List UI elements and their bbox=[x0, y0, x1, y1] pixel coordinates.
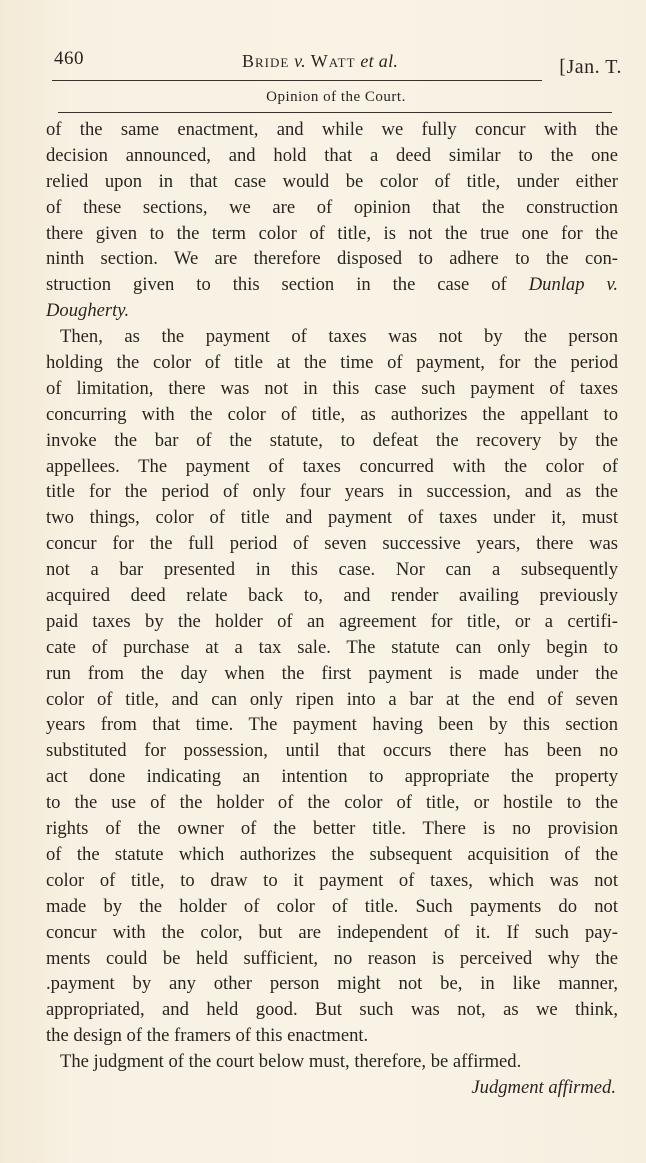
text-line: color of title, to draw to it payment of taxes, which was not bbox=[46, 869, 618, 891]
text-line: cate of purchase at a tax sale. The statute can only begin to bbox=[46, 636, 618, 658]
case-citation-continued: Dougherty. bbox=[46, 300, 130, 322]
text-line: relied upon in that case would be color of title, under either bbox=[46, 170, 618, 192]
text-line: ninth section. We are therefore disposed to adhere to the con- bbox=[46, 248, 618, 270]
running-title-versus: v. bbox=[294, 51, 306, 71]
text-line: rights of the owner of the better title. There is no provision bbox=[46, 818, 618, 840]
text-line-segment: struction given to this section in the case of bbox=[46, 274, 507, 296]
text-line: to the use of the holder of the color of title, or hostile to the bbox=[46, 792, 618, 814]
court-term: [Jan. T. bbox=[559, 56, 622, 78]
running-title bbox=[242, 51, 398, 72]
judgment-affirmed: Judgment affirmed. bbox=[471, 1076, 616, 1098]
paragraph-start-line: Then, as the payment of taxes was not by the person bbox=[60, 326, 618, 348]
text-line: concur with the color, but are independent of it. If such pay- bbox=[46, 921, 618, 943]
running-title-party-2: Watt bbox=[310, 51, 356, 71]
opinion-text bbox=[46, 117, 618, 1101]
text-line: decision announced, and hold that a deed similar to the one bbox=[46, 144, 618, 166]
text-line: .payment by any other person might not be, in like manner, bbox=[46, 973, 618, 995]
text-line: act done indicating an intention to appropriate the property bbox=[46, 766, 618, 788]
text-line: color of title, and can only ripen into a bar at the end of seven bbox=[46, 688, 618, 710]
case-citation: Dunlap v. bbox=[528, 274, 618, 296]
text-line: title for the period of only four years in succession, and as the bbox=[46, 481, 618, 503]
text-line: acquired deed relate back to, and render availing previously bbox=[46, 585, 618, 607]
page-number: 460 bbox=[54, 48, 84, 69]
text-line-with-citation bbox=[46, 272, 618, 298]
text-line: appellees. The payment of taxes concurred with the color of bbox=[46, 455, 618, 477]
text-line: concurring with the color of title, as authorizes the appellant to bbox=[46, 403, 618, 425]
running-title-party-1: Bride bbox=[242, 51, 290, 71]
paragraph-end-line: the design of the framers of this enactment. bbox=[46, 1025, 369, 1047]
text-line: concur for the full period of seven successive years, there was bbox=[46, 533, 618, 555]
text-line: of the statute which authorizes the subsequent acquisition of the bbox=[46, 843, 618, 865]
text-line: not a bar presented in this case. Nor can a subsequently bbox=[46, 559, 618, 581]
text-line: of limitation, there was not in this case such payment of taxes bbox=[46, 377, 618, 399]
page-header bbox=[44, 48, 624, 88]
running-title-et-al: et al. bbox=[360, 51, 399, 71]
section-subheading bbox=[0, 89, 646, 106]
judgment-line: The judgment of the court below must, therefore, be affirmed. bbox=[60, 1051, 522, 1073]
text-line: holding the color of title at the time of payment, for the period bbox=[46, 352, 618, 374]
text-line: invoke the bar of the statute, to defeat the recovery by the bbox=[46, 429, 618, 451]
text-line: run from the day when the first payment is made under the bbox=[46, 662, 618, 684]
text-line: appropriated, and held good. But such was not, as we think, bbox=[46, 999, 618, 1021]
text-line: there given to the term color of title, is not the true one for the bbox=[46, 222, 618, 244]
subheading-rule bbox=[58, 112, 612, 113]
header-rule bbox=[52, 80, 542, 81]
text-line: paid taxes by the holder of an agreement for title, or a certifi- bbox=[46, 610, 618, 632]
text-line: two things, color of title and payment of taxes under it, must bbox=[46, 507, 618, 529]
text-line: of these sections, we are of opinion that the construction bbox=[46, 196, 618, 218]
text-line: years from that time. The payment having been by this section bbox=[46, 714, 618, 736]
text-line: substituted for possession, until that occurs there has been no bbox=[46, 740, 618, 762]
text-line: ments could be held sufficient, no reason is perceived why the bbox=[46, 947, 618, 969]
subheading-text: Opinion of the Court. bbox=[266, 89, 406, 105]
text-line: of the same enactment, and while we fully concur with the bbox=[46, 119, 618, 140]
text-line: made by the holder of color of title. Such payments do not bbox=[46, 895, 618, 917]
